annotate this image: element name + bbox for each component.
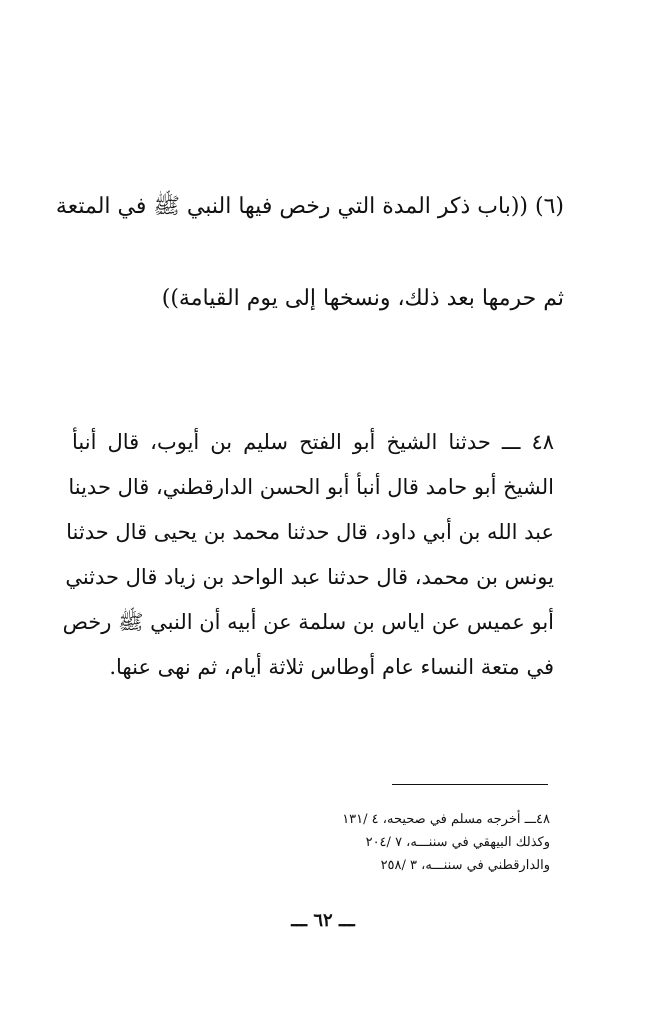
chapter-heading-line-1: (٦) ((باب ذكر المدة التي رخص فيها النبي ﷺ في المتعة	[55, 194, 564, 219]
footnote-divider	[392, 784, 548, 785]
hadith-line: في متعة النساء عام أوطاس ثلاثة أيام، ثم نهى عنها.	[109, 655, 554, 679]
hadith-line: ٤٨ ـــ حدثنا الشيخ أبو الفتح سليم بن أيوب، قال أنبأ	[72, 430, 554, 454]
footnotes	[300, 808, 550, 877]
hadith-line: عبد الله بن أبي داود، قال حدثنا محمد بن يحيى قال حدثنا	[66, 520, 554, 544]
page-number: ـــ ٦٢ ـــ	[291, 910, 355, 931]
hadith-line: يونس بن محمد، قال حدثنا عبد الواحد بن زياد قال حدثني	[65, 565, 554, 589]
chapter-heading-line-2: ثم حرمها بعد ذلك، ونسخها إلى يوم القيامة))	[161, 286, 564, 311]
footnote-line: والدارقطني في سننـــه، ٣ /٢٥٨	[380, 858, 550, 873]
hadith-text	[62, 420, 554, 690]
hadith-line: أبو عميس عن اياس بن سلمة عن أبيه أن النبي ﷺ رخص	[62, 610, 554, 634]
footnote-line: ٤٨ـــ أخرجه مسلم في صحيحه، ٤ /١٣١	[342, 812, 550, 827]
footnote-line: وكذلك البيهقي في سننـــه، ٧ /٢٠٤	[365, 835, 550, 850]
hadith-line: الشيخ أبو حامد قال أنبأ أبو الحسن الدارقطني، قال حدينا	[68, 475, 554, 499]
